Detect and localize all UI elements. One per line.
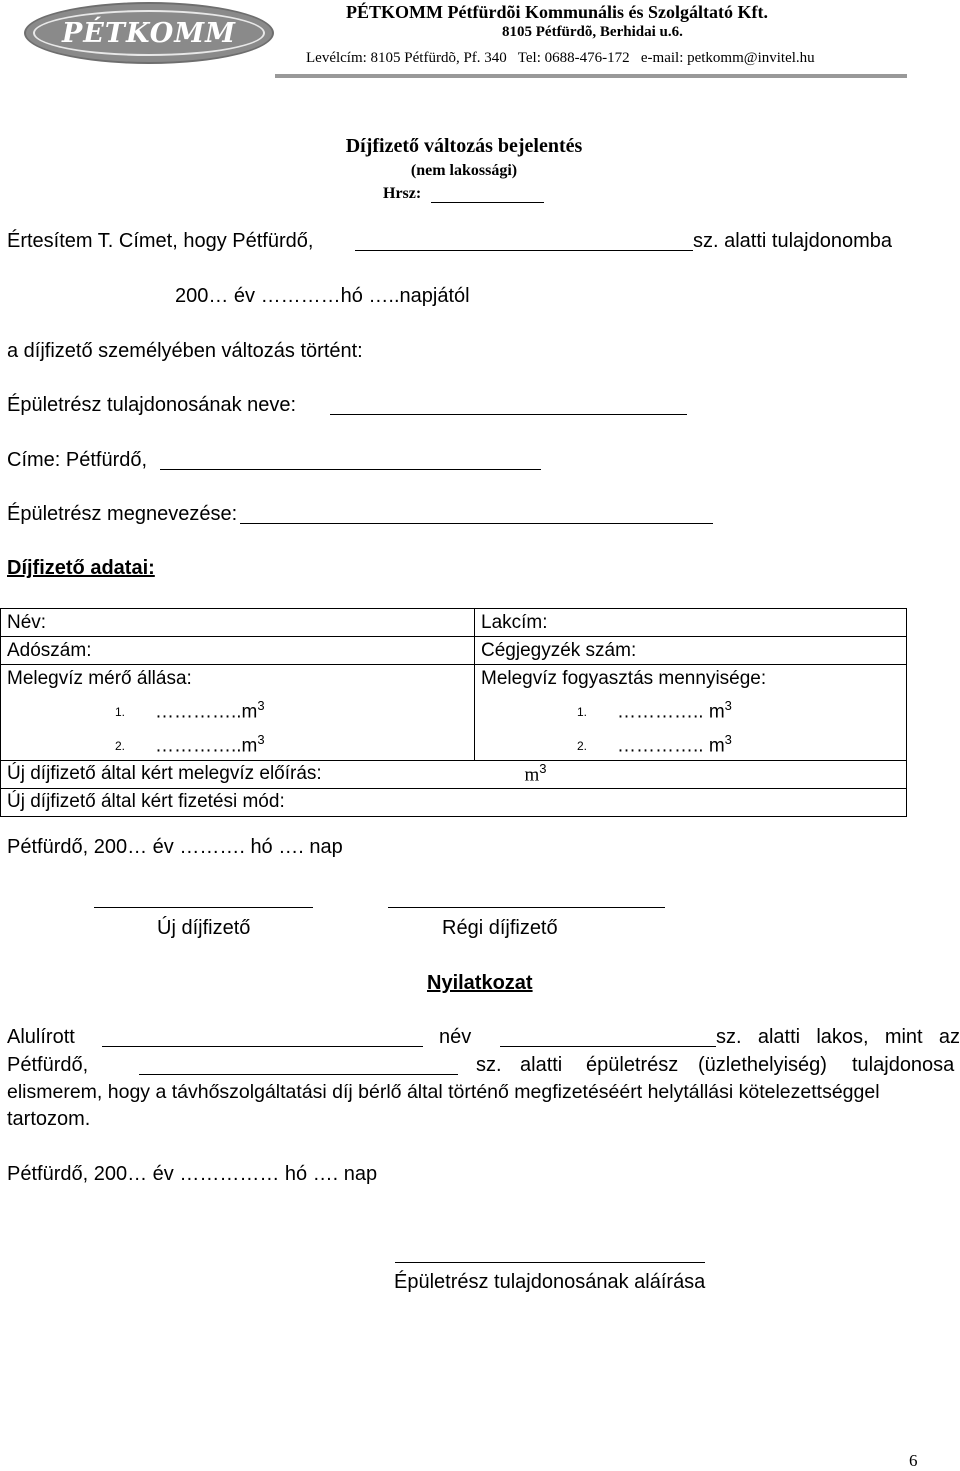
designation-label: Épületrész megnevezése: bbox=[7, 503, 238, 525]
effective-date: 200… év …………hó …..napjától bbox=[175, 285, 470, 307]
new-payment-label: Új díjfizető által kért fizetési mód: bbox=[7, 791, 285, 813]
owner-address-label: Címe: Pétfürdő, bbox=[7, 449, 148, 471]
company-address: 8105 Pétfürdõ, Berhidai u.6. bbox=[502, 24, 683, 40]
declaration-heading: Nyilatkozat bbox=[427, 972, 533, 994]
decl-part: épületrész bbox=[586, 1054, 679, 1076]
place-date-2: Pétfürdő, 200… év …………… hó …. nap bbox=[7, 1163, 378, 1185]
cons-row-2 bbox=[481, 726, 900, 760]
decl-line4: tartozom. bbox=[7, 1108, 91, 1130]
decl-address-field[interactable] bbox=[500, 1046, 716, 1047]
cons-2-exp: 3 bbox=[724, 731, 732, 747]
address-field-1[interactable] bbox=[355, 250, 693, 251]
decl-name-field[interactable] bbox=[102, 1046, 423, 1047]
cons-2-value: ………….. m bbox=[617, 735, 725, 757]
meter-2-number: 2. bbox=[115, 738, 126, 753]
notice-line1-a: Értesítem T. Címet, hogy Pétfürdő, bbox=[7, 230, 314, 252]
cons-2-number: 2. bbox=[577, 738, 588, 753]
notice-line3: a díjfizető személyében változás történt: bbox=[7, 340, 363, 362]
form-title: Díjfizető változás bejelentés bbox=[345, 135, 583, 157]
notice-line1-b: sz. alatti tulajdonomba bbox=[693, 230, 893, 252]
meter-row-2 bbox=[7, 726, 468, 760]
company-name: PÉTKOMM Pétfürdõi Kommunális és Szolgáltató Kft. bbox=[346, 2, 768, 22]
owner-signature-line[interactable] bbox=[395, 1262, 705, 1263]
header-rule bbox=[275, 74, 907, 78]
meter-state-label: Melegvíz mérő állása: bbox=[7, 668, 192, 689]
owner-name-field[interactable] bbox=[330, 414, 687, 415]
owner-signature-label: Épületrész tulajdonosának aláírása bbox=[394, 1271, 706, 1293]
old-payer-signature-line[interactable] bbox=[388, 907, 665, 908]
new-request-cell[interactable] bbox=[1, 760, 475, 788]
page-number: 6 bbox=[909, 1451, 918, 1470]
payer-heading: Díjfizető adatai: bbox=[7, 557, 155, 579]
name-label: Név: bbox=[7, 611, 47, 633]
owner-name-label: Épületrész tulajdonosának neve: bbox=[7, 394, 297, 416]
company-logo bbox=[24, 2, 274, 64]
company-contact: Levélcím: 8105 Pétfürdõ, Pf. 340 Tel: 0688-476-172 e-mail: petkomm@invitel.hu bbox=[306, 50, 815, 66]
decl-line3: elismerem, hogy a távhőszolgáltatási díj bérlő által történő megfizetéséért helytállási kötelezettséggel bbox=[7, 1081, 880, 1103]
decl-sz: sz. bbox=[476, 1054, 502, 1076]
meter-row-1 bbox=[7, 692, 468, 726]
decl-owner: tulajdonosa bbox=[852, 1054, 955, 1076]
place-date-1: Pétfürdő, 200… év ………. hó …. nap bbox=[7, 836, 343, 858]
decl-undersigned: Alulírott bbox=[7, 1026, 75, 1048]
residence-cell[interactable] bbox=[475, 609, 907, 637]
meter-state-cell[interactable] bbox=[1, 665, 475, 761]
residence-label: Lakcím: bbox=[481, 611, 548, 633]
new-request-label: Új díjfizető által kért melegvíz előírás: bbox=[7, 763, 322, 785]
cons-row-1 bbox=[481, 692, 900, 726]
meter-2-exp: 3 bbox=[257, 731, 265, 747]
tax-number-cell[interactable] bbox=[1, 637, 475, 665]
decl-address-end bbox=[716, 1026, 960, 1049]
cons-1-value: ………….. m bbox=[617, 701, 725, 723]
designation-field[interactable] bbox=[240, 523, 713, 524]
new-payer-signature-label: Új díjfizető bbox=[157, 917, 251, 939]
meter-1-exp: 3 bbox=[257, 698, 265, 713]
name-cell[interactable] bbox=[1, 609, 475, 637]
cons-1-number: 1. bbox=[577, 704, 588, 719]
decl-name-label: név bbox=[439, 1026, 472, 1048]
decl-city: Pétfürdő, bbox=[7, 1054, 89, 1076]
decl-city-field[interactable] bbox=[139, 1074, 458, 1075]
new-request-unit: m bbox=[524, 764, 540, 786]
tax-number-label: Adószám: bbox=[7, 639, 92, 661]
new-payment-value-cell[interactable] bbox=[475, 788, 907, 816]
company-reg-cell[interactable] bbox=[475, 637, 907, 665]
meter-1-number: 1. bbox=[115, 704, 126, 719]
hrsz-label: Hrsz: bbox=[383, 185, 422, 202]
meter-1-value: …………..m bbox=[155, 701, 258, 723]
meter-2-value: …………..m bbox=[155, 735, 258, 757]
decl-shop: (üzlethelyiség) bbox=[698, 1054, 827, 1076]
consumption-label: Melegvíz fogyasztás mennyisége: bbox=[481, 668, 767, 689]
logo-inner-ring bbox=[33, 10, 265, 56]
hrsz-field[interactable] bbox=[431, 202, 544, 203]
consumption-cell[interactable] bbox=[475, 665, 907, 761]
new-request-exp: 3 bbox=[539, 761, 547, 777]
new-request-unit-cell[interactable] bbox=[475, 760, 907, 788]
owner-address-field[interactable] bbox=[160, 469, 541, 470]
decl-alatti: alatti bbox=[520, 1054, 563, 1076]
old-payer-signature-label: Régi díjfizető bbox=[442, 917, 558, 939]
cons-1-exp: 3 bbox=[724, 698, 732, 713]
logo-text: PÉTKOMM bbox=[61, 17, 236, 49]
new-payer-signature-line[interactable] bbox=[94, 907, 313, 908]
company-reg-label: Cégjegyzék szám: bbox=[481, 639, 637, 661]
payer-data-table bbox=[0, 608, 907, 817]
form-subtitle: (nem lakossági) bbox=[410, 162, 518, 179]
decl-address-end-text: sz. alatti lakos, mint az bbox=[716, 1026, 960, 1048]
new-payment-cell[interactable] bbox=[1, 788, 475, 816]
